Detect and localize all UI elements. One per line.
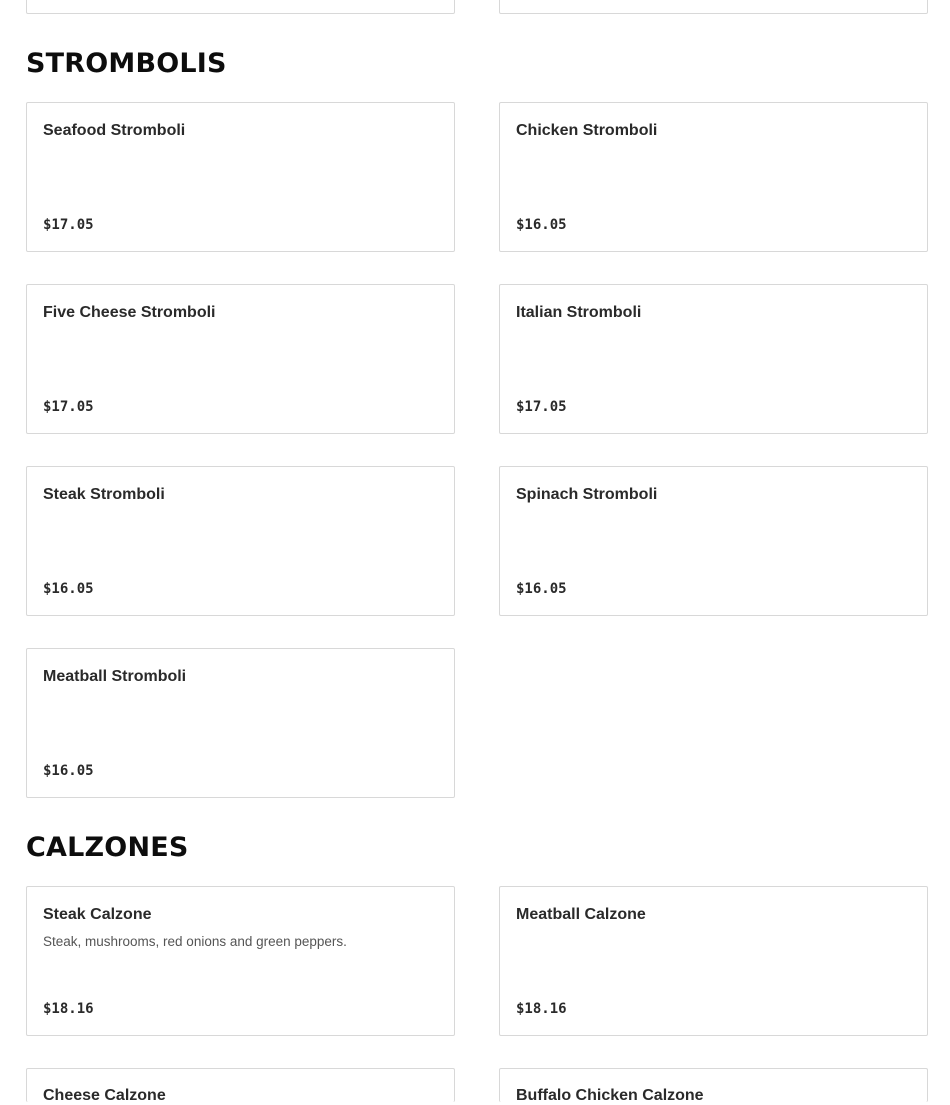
menu-item-card[interactable] [499,0,928,14]
menu-item-card[interactable] [26,284,455,434]
menu-item-price: $17.05 [43,217,94,233]
menu-item-price: $18.16 [43,1001,94,1017]
section-title-calzones: CALZONES [26,832,189,863]
menu-item-card[interactable] [499,466,928,616]
menu-item-card[interactable] [499,284,928,434]
menu-item-price: $16.05 [43,581,94,597]
menu-item-name: Meatball Stromboli [43,668,187,685]
menu-item-card[interactable] [26,466,455,616]
menu-item-price: $17.05 [43,399,94,415]
menu-item-card[interactable] [499,886,928,1036]
menu-item-card[interactable] [26,886,455,1036]
menu-item-card[interactable] [26,0,455,14]
menu-item-price: $16.05 [516,581,567,597]
menu-item-name: Meatball Calzone [516,906,646,923]
menu-item-name: Spinach Stromboli [516,486,658,503]
menu-item-name: Seafood Stromboli [43,122,186,139]
menu-item-name: Chicken Stromboli [516,122,658,139]
menu-item-card[interactable] [26,102,455,252]
menu-item-name: Steak Stromboli [43,486,165,503]
section-title-strombolis: STROMBOLIS [26,48,227,79]
menu-item-price: $16.05 [43,763,94,779]
menu-item-name: Italian Stromboli [516,304,642,321]
menu-item-description: Steak, mushrooms, red onions and green peppers. [43,934,347,949]
menu-item-card[interactable] [26,1068,455,1102]
menu-item-name: Buffalo Chicken Calzone [516,1087,704,1104]
menu-item-card[interactable] [26,648,455,798]
menu-item-price: $18.16 [516,1001,567,1017]
menu-item-name: Cheese Calzone [43,1087,166,1104]
menu-item-card[interactable] [499,1068,928,1102]
menu-item-card[interactable] [499,102,928,252]
menu-item-name: Five Cheese Stromboli [43,304,216,321]
menu-item-price: $17.05 [516,399,567,415]
menu-item-price: $16.05 [516,217,567,233]
menu-item-name: Steak Calzone [43,906,152,923]
